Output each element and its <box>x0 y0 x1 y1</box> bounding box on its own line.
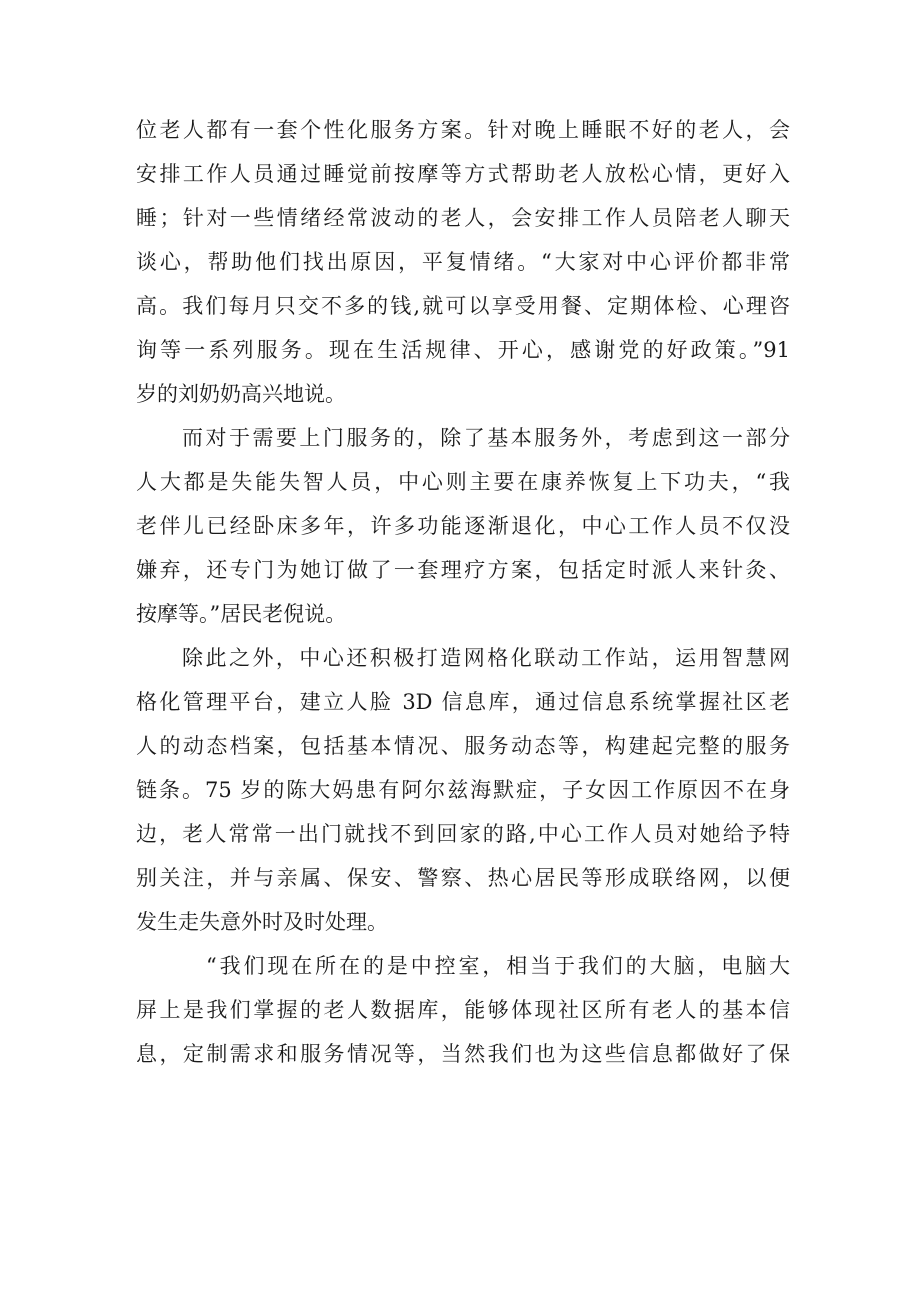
text-line: 链条。75 岁的陈大妈患有阿尔兹海默症，子女因工作原因不在身 <box>136 778 790 802</box>
paragraph <box>136 636 790 944</box>
text-line: 人大都是失能失智人员，中心则主要在康养恢复上下功夫，“我 <box>136 470 790 494</box>
text-line: 别关注，并与亲属、保安、警察、热心居民等形成联络网，以便 <box>136 866 790 890</box>
text-line: 谈心，帮助他们找出原因，平复情绪。“大家对中心评价都非常 <box>136 250 790 274</box>
text-line: 边，老人常常一出门就找不到回家的路,中心工作人员对她给予特 <box>136 822 790 846</box>
text-line: 高。我们每月只交不多的钱,就可以享受用餐、定期体检、心理咨 <box>136 294 790 318</box>
text-line: 询等一系列服务。现在生活规律、开心，感谢党的好政策。”91 <box>136 338 790 362</box>
text-line: 屏上是我们掌握的老人数据库，能够体现社区所有老人的基本信 <box>136 998 790 1022</box>
text-line: 除此之外，中心还积极打造网格化联动工作站，运用智慧网 <box>182 646 790 670</box>
paragraph <box>136 108 790 416</box>
text-line: “我们现在所在的是中控室，相当于我们的大脑，电脑大 <box>206 954 790 978</box>
text-line: 而对于需要上门服务的，除了基本服务外，考虑到这一部分 <box>182 426 790 450</box>
text-line: 位老人都有一套个性化服务方案。针对晚上睡眠不好的老人，会 <box>136 118 790 142</box>
text-line: 按摩等。”居民老倪说。 <box>136 602 347 626</box>
text-line: 格化管理平台，建立人脸 3D 信息库，通过信息系统掌握社区老 <box>136 690 790 714</box>
text-line: 岁的刘奶奶高兴地说。 <box>136 382 346 406</box>
text-line: 发生走失意外时及时处理。 <box>136 910 388 934</box>
text-line: 睡；针对一些情绪经常波动的老人，会安排工作人员陪老人聊天 <box>136 206 790 230</box>
text-line: 息，定制需求和服务情况等，当然我们也为这些信息都做好了保 <box>136 1042 790 1066</box>
text-line: 老伴儿已经卧床多年，许多功能逐渐退化，中心工作人员不仅没 <box>136 514 790 538</box>
article-body <box>136 108 790 1076</box>
text-line: 安排工作人员通过睡觉前按摩等方式帮助老人放松心情，更好入 <box>136 162 790 186</box>
text-line: 嫌弃，还专门为她订做了一套理疗方案，包括定时派人来针灸、 <box>136 558 790 582</box>
paragraph <box>136 944 790 1076</box>
text-line: 人的动态档案，包括基本情况、服务动态等，构建起完整的服务 <box>136 734 790 758</box>
paragraph <box>136 416 790 636</box>
